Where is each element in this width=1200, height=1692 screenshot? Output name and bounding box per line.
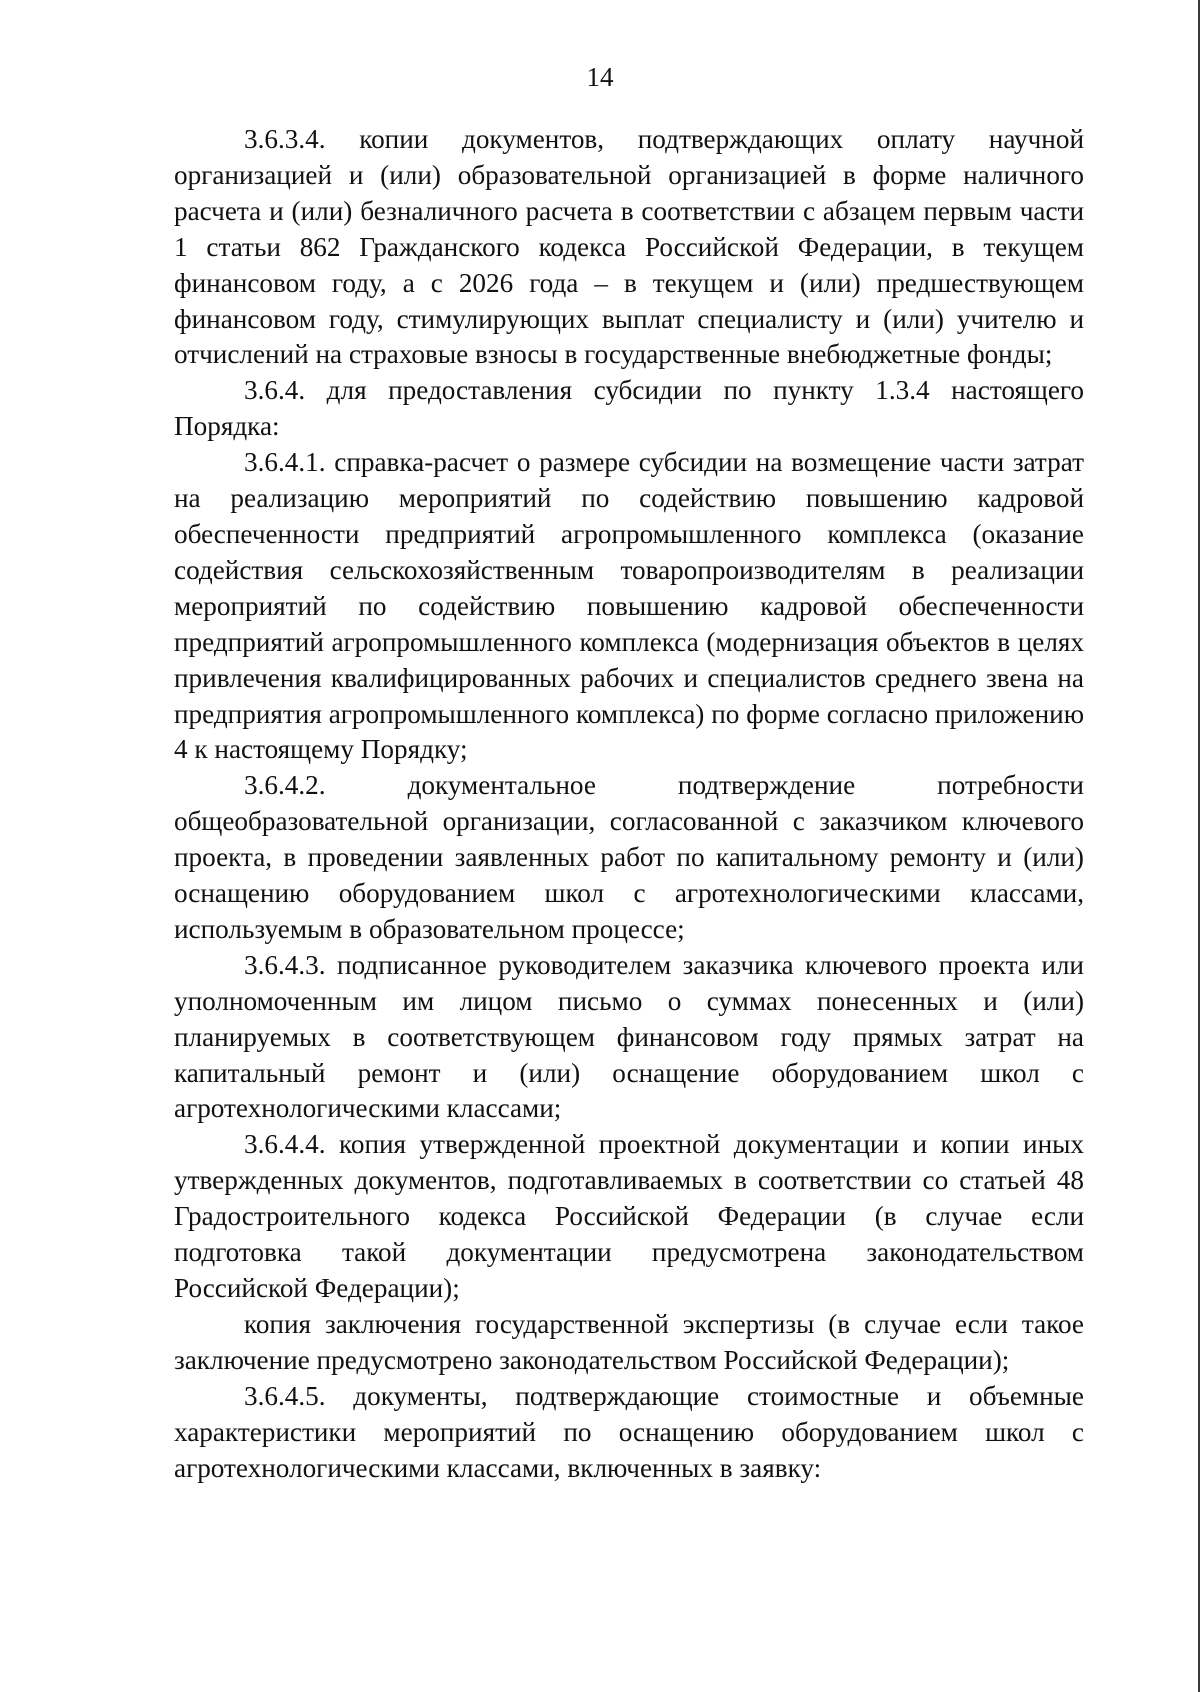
- paragraph-3-6-4-5: 3.6.4.5. документы, подтверждающие стоимостные и объемные характеристики мероприятий по оснащению оборудованием школ с агротехнологическими классами, включенных в заявку:: [174, 1380, 1084, 1483]
- paragraph-3-6-4-3: 3.6.4.3. подписанное руководителем заказчика ключевого проекта или уполномоченным им лицом письмо о суммах понесенных и (или) планируемых в соответствующем финансовом году прямых затрат на капитальный ремонт и (или) оснащение оборудованием школ с агротехнологическими классами;: [174, 949, 1084, 1124]
- paragraph-3-6-3-4: 3.6.3.4. копии документов, подтверждающих оплату научной организацией и (или) образовательной организацией в форме наличного расчета и (или) безналичного расчета в соответствии с абзацем первым части 1 статьи 862 Гражданского кодекса Российской Федерации, в текущем финансовом году, а с 2026 года – в текущем и (или) предшествующем финансовом году, стимулирующих выплат специалисту и (или) учителю и отчислений на страховые взносы в государственные внебюджетные фонды;: [174, 124, 1084, 370]
- paragraph-3-6-4-4: 3.6.4.4. копия утвержденной проектной документации и копии иных утвержденных документов, подготавливаемых в соответствии со статьей 48 Градостроительного кодекса Российской Федерации (в случае если подготовка такой документации предусмотрена законодательством Российской Федерации);: [174, 1129, 1084, 1303]
- paragraph-3-6-4-1: 3.6.4.1. справка-расчет о размере субсидии на возмещение части затрат на реализацию мероприятий по содействию повышению кадровой обеспеченности предприятий агропромышленного комплекса (оказание содействия сельскохозяйственным товаропроизводителям в реализации мероприятий по содействию повышению кадровой обеспеченности предприятий агропромышленного комплекса (модернизация объектов в целях привлечения квалифицированных рабочих и специалистов среднего звена на предприятия агропромышленного комплекса) по форме согласно приложению 4 к настоящему Порядку;: [174, 447, 1084, 765]
- paragraph-3-6-4: 3.6.4. для предоставления субсидии по пункту 1.3.4 настоящего Порядка:: [174, 375, 1084, 442]
- page-number: 14: [586, 62, 614, 92]
- paragraph-expertise-copy: копия заключения государственной экспертизы (в случае если такое заключение предусмотрено законодательством Российской Федерации);: [174, 1308, 1084, 1375]
- paragraph-3-6-4-2: 3.6.4.2. документальное подтверждение потребности общеобразовательной организации, согласованной с заказчиком ключевого проекта, в проведении заявленных работ по капитальному ремонту и (или) оснащению оборудованием школ с агротехнологическими классами, используемым в образовательном процессе;: [174, 770, 1084, 944]
- document-body: [174, 122, 1084, 1486]
